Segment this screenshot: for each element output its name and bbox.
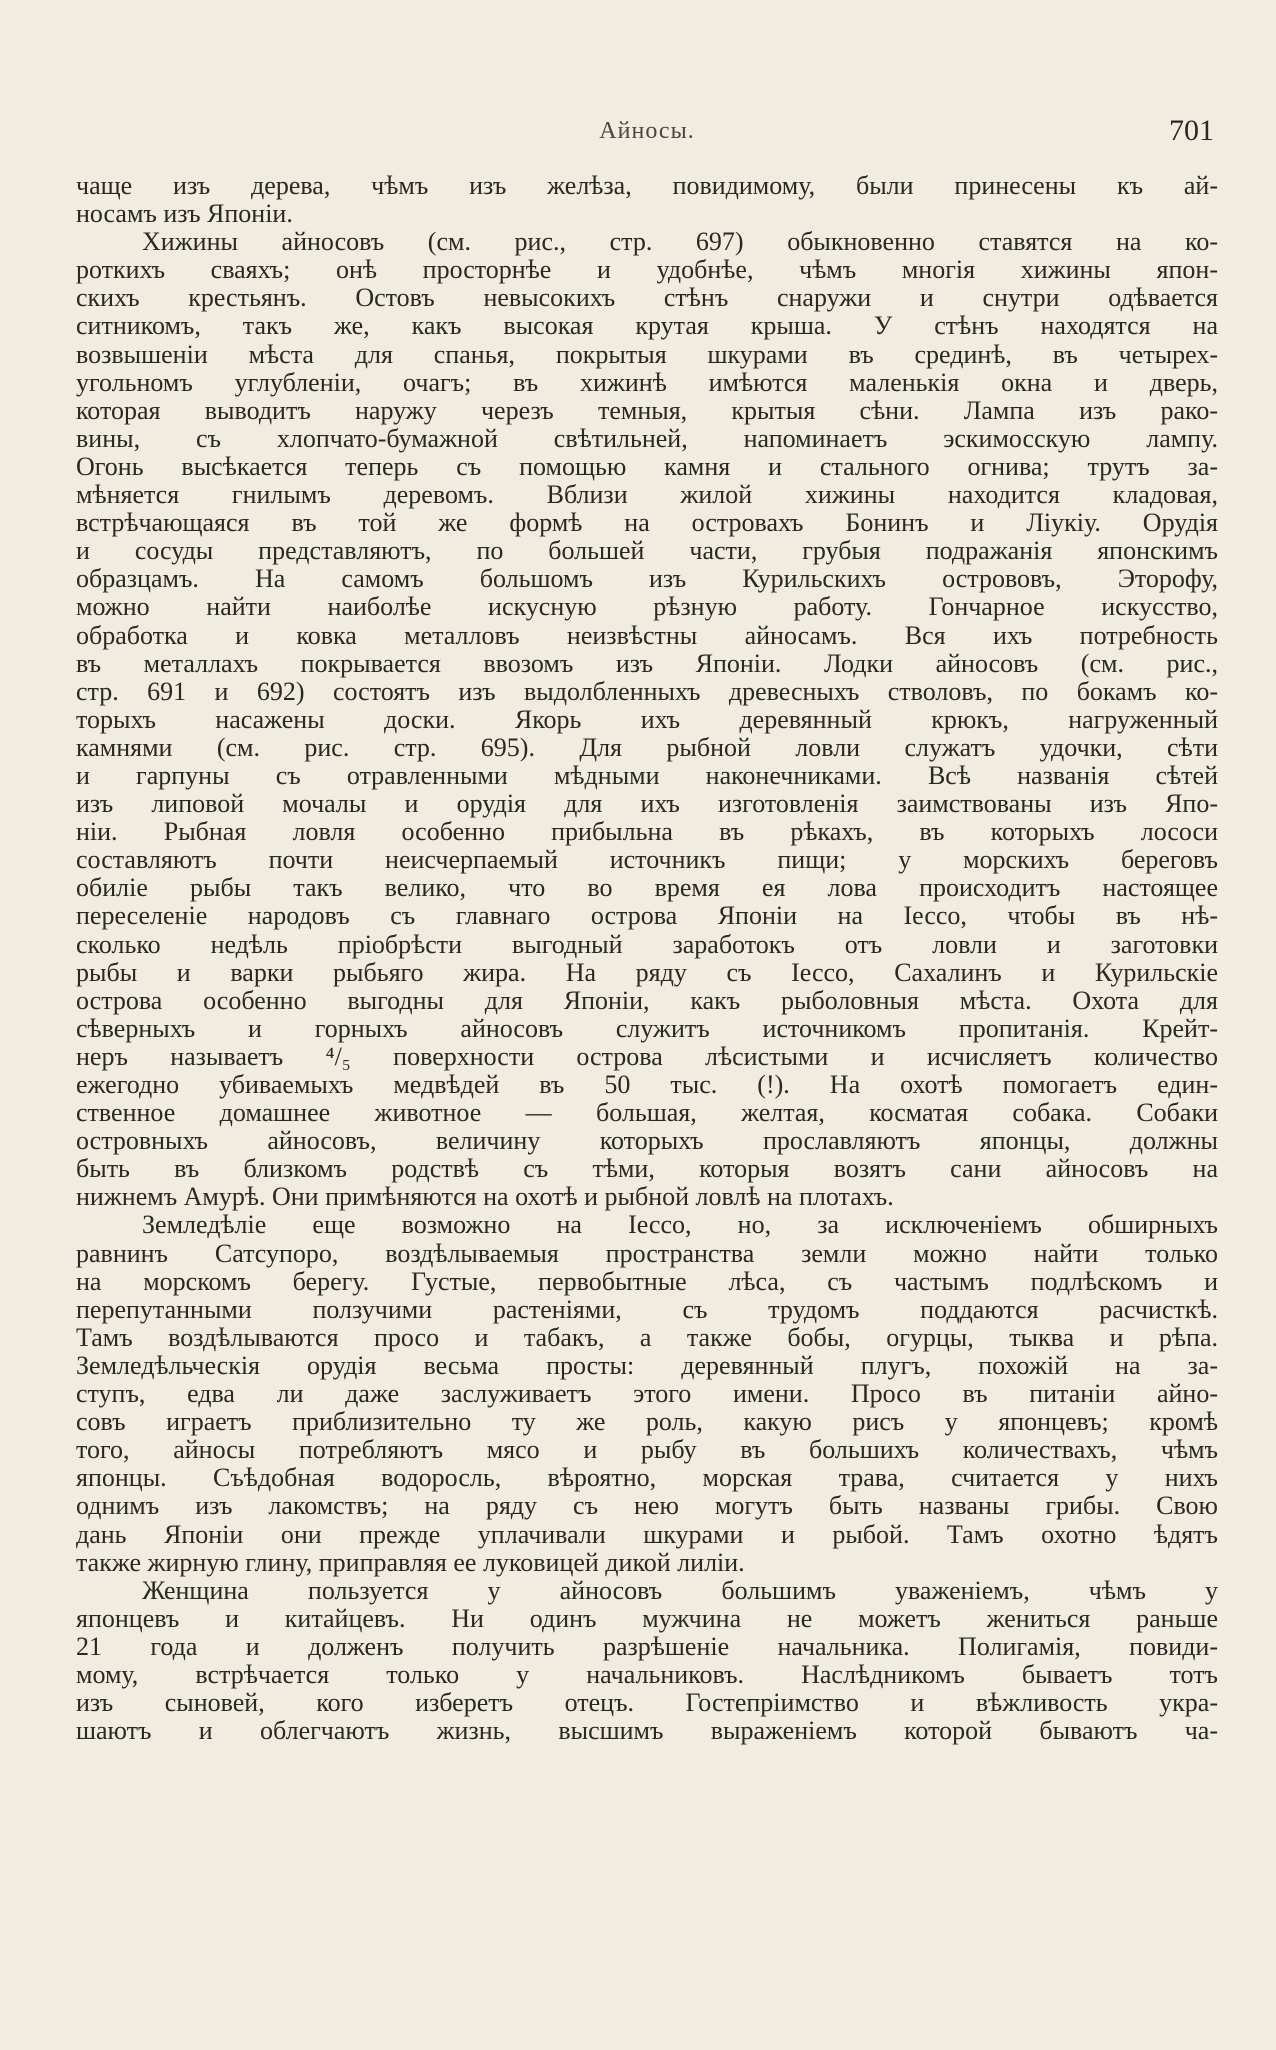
running-title: Айносы. <box>599 118 695 144</box>
text-line: мѣняется гнилымъ деревомъ. Вблизи жилой хижины находится кладовая, <box>76 480 1218 510</box>
text-line: нижнемъ Амурѣ. Они примѣняются на охотѣ и рыбной ловлѣ на плотахъ. <box>76 1182 894 1212</box>
text-line: Земледѣльческія орудія весьма просты: деревянный плугъ, похожій на за- <box>76 1350 1218 1380</box>
text-line: того, айносы потребляютъ мясо и рыбу въ большихъ количествахъ, чѣмъ <box>76 1435 1218 1465</box>
text-line: Огонь высѣкается теперь съ помощью камня и стального огнива; трутъ за- <box>76 451 1218 481</box>
text-line: перепутанными ползучими растеніями, съ трудомъ поддаются расчисткѣ. <box>76 1294 1218 1324</box>
page-number: 701 <box>1169 114 1214 147</box>
text-line: можно найти наиболѣе искусную рѣзную работу. Гончарное искусство, <box>76 592 1218 622</box>
text-line: составляютъ почти неисчерпаемый источникъ пищи; у морскихъ береговъ <box>76 845 1218 875</box>
running-head <box>76 114 1218 158</box>
text-line: ственное домашнее животное — большая, желтая, косматая собака. Собаки <box>76 1098 1218 1128</box>
text-line: сколько недѣль пріобрѣсти выгодный заработокъ отъ ловли и заготовки <box>76 929 1218 959</box>
text-line: сѣверныхъ и горныхъ айносовъ служитъ источникомъ пропитанія. Крейт- <box>76 1013 1218 1043</box>
text-line: мому, встрѣчается только у начальниковъ. Наслѣдникомъ бываетъ тотъ <box>76 1659 1218 1689</box>
text-line: совъ играетъ приблизительно ту же роль, какую рисъ у японцевъ; кромѣ <box>76 1407 1218 1437</box>
text-line: Тамъ воздѣлываются просо и табакъ, а также бобы, огурцы, тыква и рѣпа. <box>76 1322 1218 1352</box>
text-line: Женщина пользуется у айносовъ большимъ уваженіемъ, чѣмъ у <box>142 1575 1218 1605</box>
text-line: неръ называетъ ⁴/₅ поверхности острова лѣсистыми и исчисляетъ количество <box>76 1041 1218 1071</box>
text-body <box>76 172 1218 1745</box>
text-line: равнинъ Сатсупоро, воздѣлываемыя пространства земли можно найти только <box>76 1238 1218 1268</box>
text-line: островныхъ айносовъ, величину которыхъ прославляютъ японцы, должны <box>76 1126 1218 1156</box>
text-line: образцамъ. На самомъ большомъ изъ Курильскихъ острововъ, Эторофу, <box>76 564 1218 594</box>
text-line: изъ липовой мочалы и орудія для ихъ изготовленія заимствованы изъ Япо- <box>76 789 1218 819</box>
text-line: и гарпуны съ отравленными мѣдными наконечниками. Всѣ названія сѣтей <box>76 760 1218 790</box>
text-line: на морскомъ берегу. Густые, первобытные лѣса, съ частымъ подлѣскомъ и <box>76 1266 1218 1296</box>
text-line: угольномъ углубленіи, очагъ; въ хижинѣ имѣются маленькія окна и дверь, <box>76 367 1218 397</box>
text-line: быть въ близкомъ родствѣ съ тѣми, которыя возятъ сани айносовъ на <box>76 1154 1218 1184</box>
text-line: японцы. Съѣдобная водоросль, вѣроятно, морская трава, считается у нихъ <box>76 1463 1218 1493</box>
text-line: встрѣчающаяся въ той же формѣ на островахъ Бонинъ и Ліукіу. Орудія <box>76 508 1218 538</box>
text-line: стр. 691 и 692) состоятъ изъ выдолбленныхъ древесныхъ стволовъ, по бокамъ ко- <box>76 676 1218 706</box>
text-line: роткихъ сваяхъ; онѣ просторнѣе и удобнѣе, чѣмъ многія хижины япон- <box>76 255 1218 285</box>
text-line: однимъ изъ лакомствъ; на ряду съ нею могутъ быть названы грибы. Свою <box>76 1491 1218 1521</box>
text-line: ніи. Рыбная ловля особенно прибыльна въ рѣкахъ, въ которыхъ лососи <box>76 817 1218 847</box>
text-line: дань Японіи они прежде уплачивали шкурами и рыбой. Тамъ охотно ѣдятъ <box>76 1519 1218 1549</box>
text-line: шаютъ и облегчаютъ жизнь, высшимъ выраженіемъ которой бываютъ ча- <box>76 1716 1218 1746</box>
text-line: японцевъ и китайцевъ. Ни одинъ мужчина не можетъ жениться раньше <box>76 1603 1218 1633</box>
text-line: ступъ, едва ли даже заслуживаетъ этого имени. Просо въ питаніи айно- <box>76 1379 1218 1409</box>
text-line: Хижины айносовъ (см. рис., стр. 697) обыкновенно ставятся на ко- <box>142 227 1218 257</box>
text-line: 21 года и долженъ получить разрѣшеніе начальника. Полигамія, повиди- <box>76 1631 1218 1661</box>
text-line: обработка и ковка металловъ неизвѣстны айносамъ. Вся ихъ потребность <box>76 620 1218 650</box>
text-line: изъ сыновей, кого изберетъ отецъ. Гостепріимство и вѣжливость укра- <box>76 1688 1218 1718</box>
text-line: также жирную глину, приправляя ее луковицей дикой лиліи. <box>76 1547 745 1577</box>
text-line: ситникомъ, такъ же, какъ высокая крутая крыша. У стѣнъ находятся на <box>76 311 1218 341</box>
text-line: скихъ крестьянъ. Остовъ невысокихъ стѣнъ снаружи и снутри одѣвается <box>76 283 1218 313</box>
text-line: ежегодно убиваемыхъ медвѣдей въ 50 тыс. (!). На охотѣ помогаетъ един- <box>76 1070 1218 1099</box>
text-line: и сосуды представляютъ, по большей части, грубыя подражанія японскимъ <box>76 536 1218 566</box>
text-line: въ металлахъ покрывается ввозомъ изъ Японіи. Лодки айносовъ (см. рис., <box>76 648 1218 678</box>
text-line: которая выводитъ наружу черезъ темныя, крытыя сѣни. Лампа изъ рако- <box>76 395 1218 425</box>
text-line: носамъ изъ Японіи. <box>76 199 293 229</box>
text-line: чаще изъ дерева, чѣмъ изъ желѣза, повидимому, были принесены къ ай- <box>76 171 1218 200</box>
text-line: вины, съ хлопчато-бумажной свѣтильней, напоминаетъ эскимосскую лампу. <box>76 423 1218 453</box>
text-line: торыхъ насажены доски. Якорь ихъ деревянный крюкъ, нагруженный <box>76 704 1218 734</box>
text-line: переселеніе народовъ съ главнаго острова Японіи на Іессо, чтобы въ нѣ- <box>76 901 1218 931</box>
text-line: рыбы и варки рыбьяго жира. На ряду съ Іессо, Сахалинъ и Курильскіе <box>76 957 1218 987</box>
text-line: возвышеніи мѣста для спанья, покрытыя шкурами въ срединѣ, въ четырех- <box>76 339 1218 369</box>
text-line: обиліе рыбы такъ велико, что во время ея лова происходитъ настоящее <box>76 873 1218 903</box>
text-line: Земледѣліе еще возможно на Іессо, но, за исключеніемъ обширныхъ <box>142 1210 1218 1240</box>
text-line: камнями (см. рис. стр. 695). Для рыбной ловли служатъ удочки, сѣти <box>76 732 1218 762</box>
text-line: острова особенно выгодны для Японіи, какъ рыболовныя мѣста. Охота для <box>76 985 1218 1015</box>
